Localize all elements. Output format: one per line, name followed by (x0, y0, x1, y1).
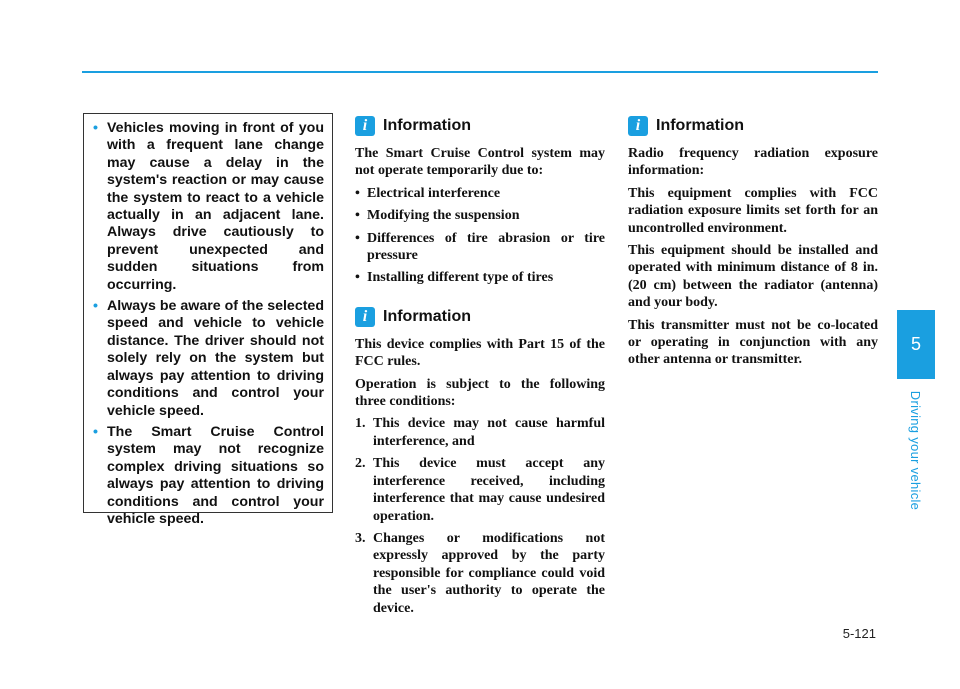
warning-item: • Vehicles moving in front of you with a frequent lane change may cause a delay in the system's reaction or may cause the system to react to a vehicle actually in an adjacent lane. Always drive cautiously to prevent unexpected and sudden situations from occurring. (93, 120, 324, 293)
info-paragraph: Radio frequency radiation exposure information: (628, 146, 878, 179)
bullet-icon: • (355, 230, 360, 246)
list-item: • Modifying the suspension (355, 208, 520, 224)
bullet-icon: • (355, 270, 360, 286)
numbered-item: 3. Changes or modifications not expressly approved by the party responsible for compliance could void the user's authority to operate the device. (355, 530, 605, 616)
list-item: • Differences of tire abrasion or tire pressure (355, 230, 605, 264)
info-heading (355, 113, 605, 139)
info-paragraph: Operation is subject to the following three conditions: (355, 376, 605, 410)
warning-box (83, 113, 333, 527)
bullet-icon: • (355, 208, 360, 224)
information-icon: i (355, 307, 375, 327)
middle-column (355, 113, 605, 622)
info-paragraph: This device complies with Part 15 of the FCC rules. (355, 336, 605, 370)
info-paragraph: The Smart Cruise Control system may not operate temporarily due to: (355, 146, 605, 179)
info-title: Information (656, 117, 744, 135)
info-paragraph: This transmitter must not be co-located or operating in conjunction with any other antenna or transmitter. (628, 317, 878, 368)
numbered-item: 1. This device may not cause harmful interference, and (355, 416, 605, 449)
info-title: Information (383, 117, 471, 135)
info-paragraph: This equipment complies with FCC radiation exposure limits set forth for an uncontrolled environment. (628, 185, 878, 236)
page-number: 5-121 (842, 626, 876, 641)
info-paragraph: This equipment should be installed and operated with minimum distance of 8 in. (20 cm) between the radiator (antenna) and your body. (628, 243, 878, 311)
bullet-icon: • (93, 298, 98, 315)
warning-item: • Always be aware of the selected speed and vehicle to vehicle distance. The driver should not solely rely on the system but always pay attention to driving conditions and control your vehicle speed. (93, 298, 324, 419)
info-heading (355, 304, 605, 330)
bullet-icon: • (93, 423, 98, 440)
right-column (628, 113, 878, 374)
information-icon: i (355, 116, 375, 136)
bullet-icon: • (93, 120, 98, 136)
chapter-title: Driving your vehicle (908, 390, 924, 510)
list-item: • Installing different type of tires (355, 270, 554, 286)
info-heading (628, 113, 878, 139)
bullet-icon: • (355, 185, 360, 201)
numbered-item: 2. This device must accept any interference received, including interference that may cause undesired operation. (355, 456, 605, 524)
chapter-number-tab: 5 (897, 310, 935, 379)
top-rule (82, 71, 878, 73)
info-title: Information (383, 308, 471, 326)
list-item: • Electrical interference (355, 185, 501, 201)
information-icon: i (628, 116, 648, 136)
warning-item: • The Smart Cruise Control system may not recognize complex driving situations so always pay attention to driving conditions and control your vehicle speed. (93, 423, 324, 527)
